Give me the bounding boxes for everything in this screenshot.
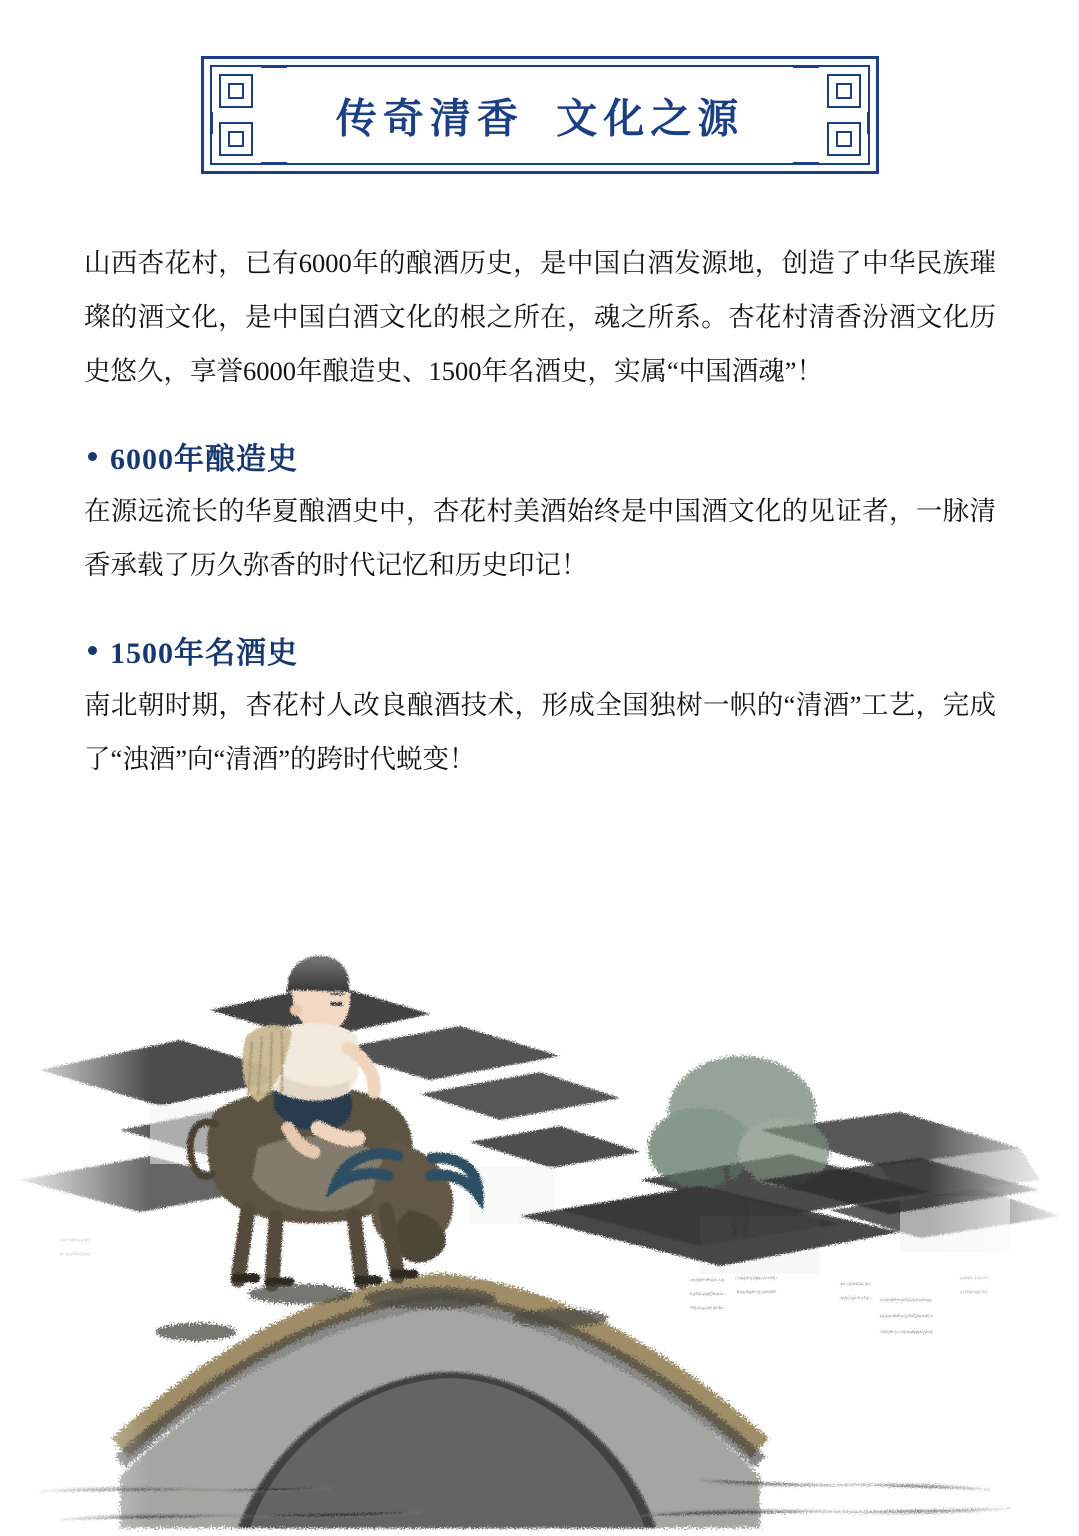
- section-body-brewing-history: 在源远流长的华夏酿酒史中，杏花村美酒始终是中国酒文化的见证者，一脉清香承载了历久弥香的时代记忆和历史印记！: [84, 496, 996, 580]
- section-heading-text: 1500年名酒史: [110, 637, 298, 670]
- article-content: [84, 236, 996, 786]
- banner-tick-top-left: [261, 65, 287, 68]
- section-body-famous-liquor-history: 南北朝时期，杏花村人改良酿酒技术，形成全国独树一帜的“清酒”工艺，完成了“浊酒”向“清酒”的跨时代蜕变！: [84, 690, 996, 774]
- banner-tick-bottom-right: [793, 162, 819, 165]
- ink-painting-illustration: [0, 880, 1079, 1536]
- banner-tick-bottom-left: [261, 162, 287, 165]
- section-famous-liquor-history: [84, 628, 996, 786]
- page-title: 传奇清香 文化之源: [335, 95, 745, 142]
- ink-painting-village-boy-on-ox-icon: [0, 880, 1079, 1536]
- section-heading-text: 6000年酿造史: [110, 443, 298, 476]
- banner-tick-top-right: [793, 65, 819, 68]
- section-brewing-history: [84, 434, 996, 592]
- section-heading-brewing-history: [88, 434, 996, 478]
- intro-paragraph: 山西杏花村，已有6000年的酿酒历史，是中国白酒发源地，创造了中华民族璀璨的酒文化，是中国白酒文化的根之所在，魂之所系。杏花村清香汾酒文化历史悠久，享誉6000年酿造史、1500年名酒史，实属“中国酒魂”！: [84, 248, 996, 386]
- bullet-dot-icon: [88, 646, 97, 655]
- section-heading-famous-liquor-history: [88, 628, 996, 672]
- title-banner: [201, 56, 879, 174]
- bullet-dot-icon: [88, 452, 97, 461]
